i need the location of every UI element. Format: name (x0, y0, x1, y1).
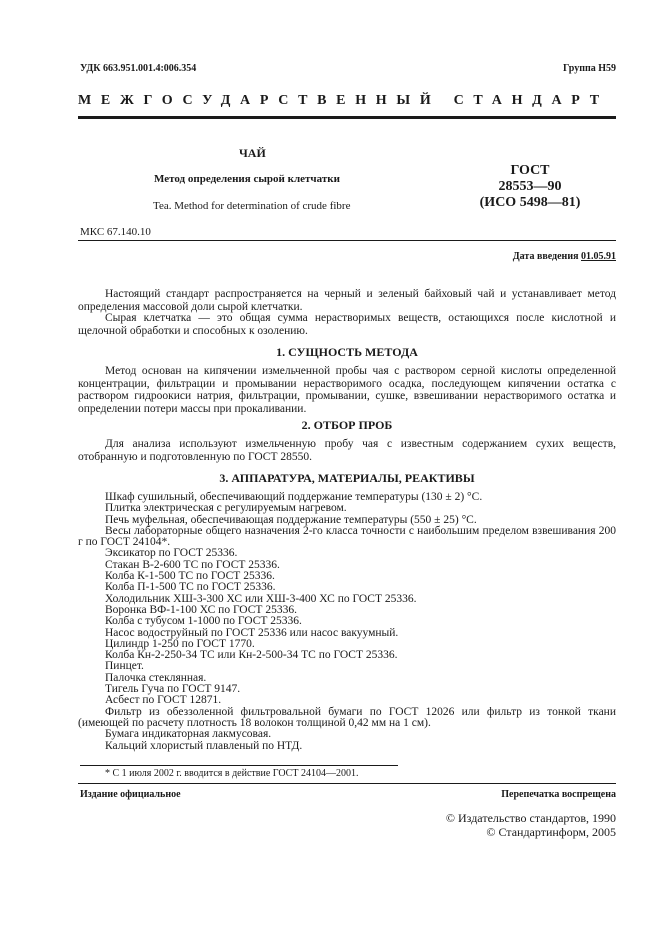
title-rule (78, 240, 616, 241)
list-item: Эксикатор по ГОСТ 25336. (105, 547, 238, 560)
copyright-publisher: © Издательство стандартов, 1990 (445, 811, 616, 825)
iso-number: (ИСО 5498—81) (479, 195, 581, 210)
standard-subtitle: Метод определения сырой клетчатки (154, 173, 340, 185)
reprint-prohibited: Перепечатка воспрещена (501, 789, 616, 800)
list-item: Холодильник ХШ-3-300 ХС или ХШ-3-400 ХС по ГОСТ 25336. (105, 592, 417, 605)
list-item: Тигель Гуча по ГОСТ 9147. (105, 683, 241, 696)
section-2-text: Для анализа используют измельченную пробу чая с известным содержанием сухих веществ, отобранную и подготовленную по ГОСТ 28550. (78, 438, 616, 463)
intro-date-value: 01.05.91 (581, 251, 616, 262)
list-item: Кальций хлористый плавленый по НТД. (105, 739, 303, 752)
section-3-heading: 3. АППАРАТУРА, МАТЕРИАЛЫ, РЕАКТИВЫ (219, 471, 475, 485)
gost-label: ГОСТ (510, 163, 550, 178)
section-1-heading: 1. СУЩНОСТЬ МЕТОДА (276, 345, 418, 359)
mks-code: МКС 67.140.10 (80, 226, 151, 238)
list-item: Пинцет. (105, 660, 144, 673)
banner-rule (78, 116, 616, 119)
list-item: Асбест по ГОСТ 12871. (105, 694, 222, 707)
section-2-heading: 2. ОТБОР ПРОБ (301, 418, 393, 432)
list-item: Колба К-1-500 ТС по ГОСТ 25336. (105, 570, 275, 583)
gost-number-block (468, 163, 592, 211)
footer-rule (78, 783, 616, 784)
standard-title: ЧАЙ (239, 146, 266, 160)
list-item: Палочка стеклянная. (105, 671, 207, 684)
intro-paragraph-1: Настоящий стандарт распространяется на черный и зеленый байховый чай и устанавливает метод определения массовой доли сырой клетчатки. (78, 288, 616, 313)
english-title: Tea. Method for determination of crude fibre (153, 200, 351, 212)
footnote: * С 1 июля 2002 г. вводится в действие ГОСТ 24104—2001. (105, 768, 359, 779)
list-item: Бумага индикаторная лакмусовая. (105, 728, 272, 741)
list-item: Воронка ВФ-1-100 ХС по ГОСТ 25336. (105, 603, 297, 616)
intro-paragraph-2: Сырая клетчатка — это общая сумма нерастворимых веществ, остающихся после кислотной и щелочной обработки и способных к озолению. (78, 312, 616, 337)
list-item: Фильтр из обеззоленной фильтровальной бумаги по ГОСТ 12026 или фильтр из тонкой ткани (имеющей по расчету плотность 18 волокон толщиной 0,42 мм на 1 см). (78, 705, 616, 729)
equipment-list (78, 492, 616, 752)
list-item: Колба Кн-2-250-34 ТС или Кн-2-500-34 ТС по ГОСТ 25336. (105, 649, 398, 662)
interstate-standard-banner: МЕЖГОСУДАРСТВЕННЫЙ СТАНДАРТ (78, 93, 609, 108)
list-item: Плитка электрическая с регулируемым нагревом. (105, 502, 347, 515)
list-item: Колба П-1-500 ТС по ГОСТ 25336. (105, 581, 276, 594)
official-edition: Издание официальное (80, 789, 181, 800)
section-1-text: Метод основан на кипячении измельченной пробы чая с раствором серной кислоты определенной концентрации, фильтрации и промывании нерастворимого осадка, последующем кипячении остатка с раствором гидроокиси натрия, фильтрации, промывании, сушке, взвешивании нерастворимого остатка и определении потери массы при прокаливании. (78, 365, 616, 415)
intro-date (513, 251, 616, 262)
list-item: Цилиндр 1-250 по ГОСТ 1770. (105, 637, 255, 650)
udk-code: УДК 663.951.001.4:006.354 (80, 63, 197, 74)
list-item: Шкаф сушильный, обеспечивающий поддержание температуры (130 ± 2) °С. (105, 491, 483, 503)
gost-number: 28553—90 (498, 179, 562, 194)
list-item: Весы лабораторные общего назначения 2-го класса точности с наибольшим пределом взвешивания 200 г по ГОСТ 24104*. (78, 524, 616, 549)
list-item: Колба с тубусом 1-1000 по ГОСТ 25336. (105, 615, 302, 628)
copyright-standartinform: © Стандартинформ, 2005 (486, 825, 616, 839)
list-item: Печь муфельная, обеспечивающая поддержание температуры (550 ± 25) °С. (105, 513, 477, 526)
list-item: Насос водоструйный по ГОСТ 25336 или насос вакуумный. (105, 626, 399, 639)
copyright-block (446, 811, 616, 839)
list-item: Стакан В-2-600 ТС по ГОСТ 25336. (105, 558, 280, 571)
intro-date-label: Дата введения (512, 251, 579, 262)
group-code: Группа Н59 (563, 63, 616, 74)
footnote-rule (80, 765, 398, 766)
